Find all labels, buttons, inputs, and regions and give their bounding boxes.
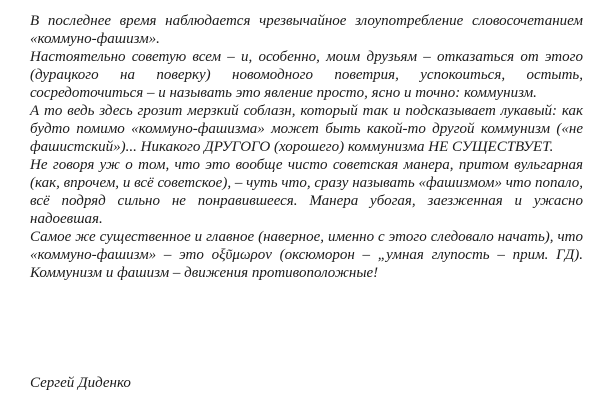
author-signature: Сергей Диденко [30,375,131,391]
paragraph-2: Настоятельно советую всем – и, особенно, моим друзьям – отказаться от этого (дурацкого на поверку) новомодного поветрия, успокоиться, остыть, сосредоточиться – и называть это явление просто, ясно и точно: коммунизм. [30,49,583,101]
article-body [30,12,583,282]
paragraph-3: А то ведь здесь грозит мерзкий соблазн, который так и подсказывает лукавый: как будто помимо «коммуно-фашизма» может быть какой-то другой коммунизм («не фашистский»)... Никакого ДРУГОГО (хорошего) коммунизма НЕ СУЩЕСТВУЕТ. [30,103,583,155]
paragraph-4: Не говоря уж о том, что это вообще чисто советская манера, притом вульгарная (как, впрочем, и всё советское), – чуть что, сразу называть «фашизмом» что попало, всё подряд сильно не понравившееся. Манера убогая, заезженная и ужасно надоевшая. [30,157,583,227]
paragraph-1: В последнее время наблюдается чрезвычайное злоупотребление словосочетанием «коммуно-фашизм». [30,13,583,47]
paragraph-5: Самое же существенное и главное (наверное, именно с этого следовало начать), что «коммуно-фашизм» – это οξῦμωρον (оксюморон – „умная глупость – прим. ГД). Коммунизм и фашизм – движения противоположные! [30,229,583,281]
